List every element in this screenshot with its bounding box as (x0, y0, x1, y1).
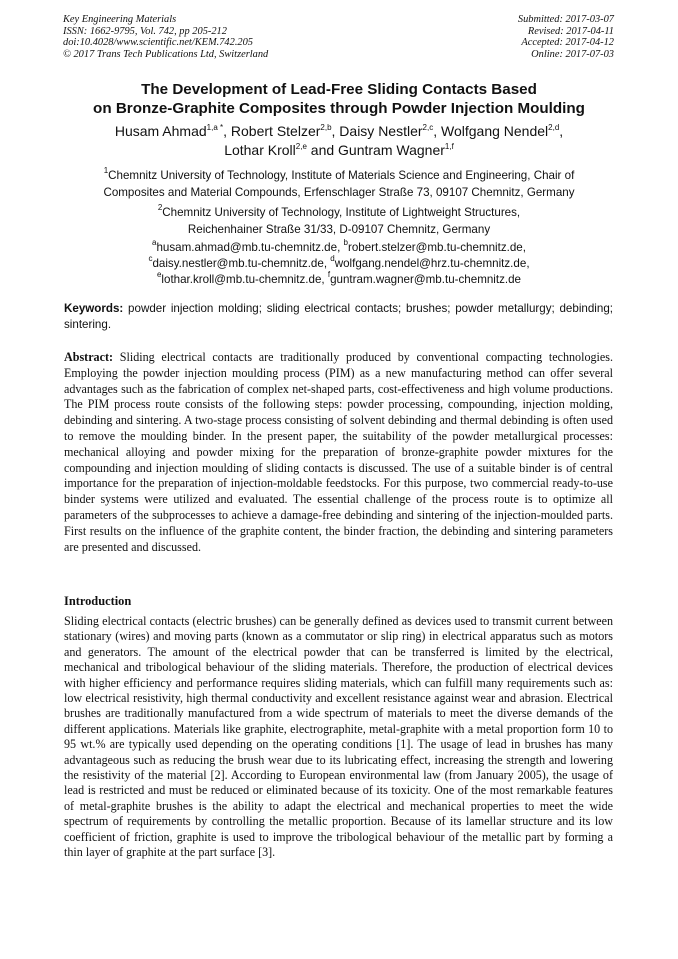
author-affiliation-mark: 1,f (444, 142, 454, 151)
journal-info (63, 14, 268, 60)
issn-line: ISSN: 1662-9795, Vol. 742, pp 205-212 (63, 25, 227, 37)
author-separator: , (559, 123, 564, 139)
keywords-paragraph (64, 301, 613, 333)
affiliation-mark: 2 (157, 203, 163, 212)
author-affiliation-mark: 2,e (295, 142, 307, 151)
online-date: Online: 2017-07-03 (531, 48, 614, 60)
author-name: Wolfgang Nendel (441, 123, 549, 139)
keywords-text: powder injection molding; sliding electrical contacts; brushes; powder metallurgy; debinding; sintering. (64, 302, 613, 331)
author-name: Guntram Wagner (338, 142, 445, 158)
author-separator: , (223, 123, 231, 139)
author-name: Daisy Nestler (339, 123, 423, 139)
affiliation-text: Reichenhainer Straße 31/33, D-09107 Chemnitz, Germany (187, 223, 491, 236)
email-address[interactable]: robert.stelzer@mb.tu-chemnitz.de (347, 241, 523, 254)
title-line-1: The Development of Lead-Free Sliding Contacts Based (141, 81, 537, 98)
affiliation-2 (40, 204, 638, 238)
email-address[interactable]: daisy.nestler@mb.tu-chemnitz.de (152, 257, 324, 270)
submitted-date: Submitted: 2017-03-07 (517, 14, 614, 25)
title-line-2: on Bronze-Graphite Composites through Powder Injection Moulding (93, 100, 585, 117)
author-name: Husam Ahmad (114, 123, 207, 139)
affiliation-text: Chemnitz University of Technology, Institute of Lightweight Structures, (162, 206, 521, 219)
email-separator: , (321, 273, 328, 286)
author-separator: and (306, 142, 339, 158)
author-affiliation-mark: 2,c (422, 123, 434, 132)
affiliation-text: Composites and Material Compounds, Erfenschlager Straße 73, 09107 Chemnitz, Germany (103, 186, 575, 199)
email-mark: b (343, 238, 348, 247)
author-name: Robert Stelzer (230, 123, 321, 139)
author-affiliation-mark: 2,b (320, 123, 332, 132)
email-separator: , (522, 241, 526, 254)
paper-title (40, 80, 638, 118)
author-line-2 (40, 141, 638, 160)
email-mark: f (327, 270, 331, 279)
email-separator: , (526, 257, 530, 270)
email-address[interactable]: guntram.wagner@mb.tu-chemnitz.de (330, 273, 522, 286)
email-mark: c (148, 254, 153, 263)
affiliation-1 (40, 167, 638, 201)
email-mark: e (156, 270, 162, 279)
doi-line: doi:10.4028/www.scientific.net/KEM.742.205 (63, 37, 253, 49)
author-separator: , (331, 123, 340, 139)
abstract-paragraph (64, 350, 613, 555)
abstract-label: Abstract: (64, 350, 114, 364)
affiliation-text: Chemnitz University of Technology, Institute of Materials Science and Engineering, Chair of (108, 169, 575, 182)
affiliation-mark: 1 (103, 166, 109, 175)
author-list (40, 122, 638, 160)
author-affiliation-mark: 1,a * (206, 123, 224, 132)
revised-date: Revised: 2017-04-11 (527, 25, 614, 37)
author-separator: , (433, 123, 441, 139)
section-heading-introduction: Introduction (64, 594, 132, 608)
email-separator: , (337, 241, 344, 254)
email-separator: , (323, 257, 331, 270)
introduction-paragraph: Sliding electrical contacts (electric brushes) can be generally defined as devices used to transmit current between stationary (wires) and moving parts (known as a commutator or slip ring) in electrical apparatus such as motors and generators. The amount of the electrical powder that can be transferred is limited by the electrical, mechanical and tribological behaviour of the sliding materials. Therefore, the production of electrical devices with higher efficiency and performance requires sliding materials, which can fulfill many requirements such as: low electrical resistivity, high thermal conductivity and excellent resistance against wear and abrasion. Electrical brushes are traditionally manufactured from a wide spectrum of materials to meet the diverse demands of the different applications. Materials like graphite, electrographite, metal-graphite with a metal proportion form 10 to 95 wt.% are typically used depending on the operating conditions [1]. The usage of lead in brushes has many advantageous such as reducing the brush wear due to its lubricating effect, increasing the strength and lowering the resistivity of the material [2]. According to European environmental law (from January 2005), the usage of lead is restricted and must be reduced or eliminated because of its toxicity. One of the most remarkable features of metal-graphite brushes is the ability to adapt the electrical and mechanical properties to meet the wide spectrum of requirements by controlling the metallic proportion. Because of its lamellar structure and its low coefficient of friction, graphite is used to improve the tribological behaviour of the metallic part by forming a thin layer of graphite at the part surface [3]. (64, 614, 613, 860)
email-address[interactable]: wolfgang.nendel@hrz.tu-chemnitz.de (334, 257, 527, 270)
email-address[interactable]: lothar.kroll@mb.tu-chemnitz.de (161, 273, 322, 286)
accepted-date: Accepted: 2017-04-12 (521, 37, 614, 49)
author-affiliation-mark: 2,d (548, 123, 560, 132)
email-address[interactable]: husam.ahmad@mb.tu-chemnitz.de (156, 241, 338, 254)
email-mark: a (152, 238, 157, 247)
author-line-1 (40, 122, 638, 141)
keywords-label: Keywords: (64, 302, 124, 315)
copyright-line: © 2017 Trans Tech Publications Ltd, Switzerland (63, 48, 269, 60)
journal-name: Key Engineering Materials (63, 14, 177, 25)
email-mark: d (330, 254, 335, 263)
abstract-text: Sliding electrical contacts are traditionally produced by conventional compacting technologies. Employing the powder injection moulding process (PIM) as a new manufacturing method can offer several advantages such as the fabrication of complex net-shaped parts, cost-effectiveness and high volume productions. The PIM process route consists of the following steps: powder processing, compounding, injection molding, debinding and sintering. A two-stage process consisting of solvent debinding and thermal debinding is often used to remove the moulding binder. In the present paper, the suitability of the powder metallurgical processes: mechanical alloying and powder mixing for the preparation of bronze-graphite powder mixtures for the compounding and injection moulding of sliding contacts is discussed. The use of a suitable binder is of central importance for the preparation of injection-moldable feedstocks. For this purpose, two commercial ready-to-use binder systems were utilized and evaluated. The essential challenge of the process route is to optimize all parameters of the subprocesses to achieve a damage-free debinding and sintering of the injection-moulded parts. First results on the influence of the graphite content, the binder fraction, the debinding and sintering parameters are presented and discussed. (64, 350, 613, 554)
publication-dates (518, 14, 614, 60)
email-list (40, 240, 638, 288)
author-name: Lothar Kroll (224, 142, 296, 158)
